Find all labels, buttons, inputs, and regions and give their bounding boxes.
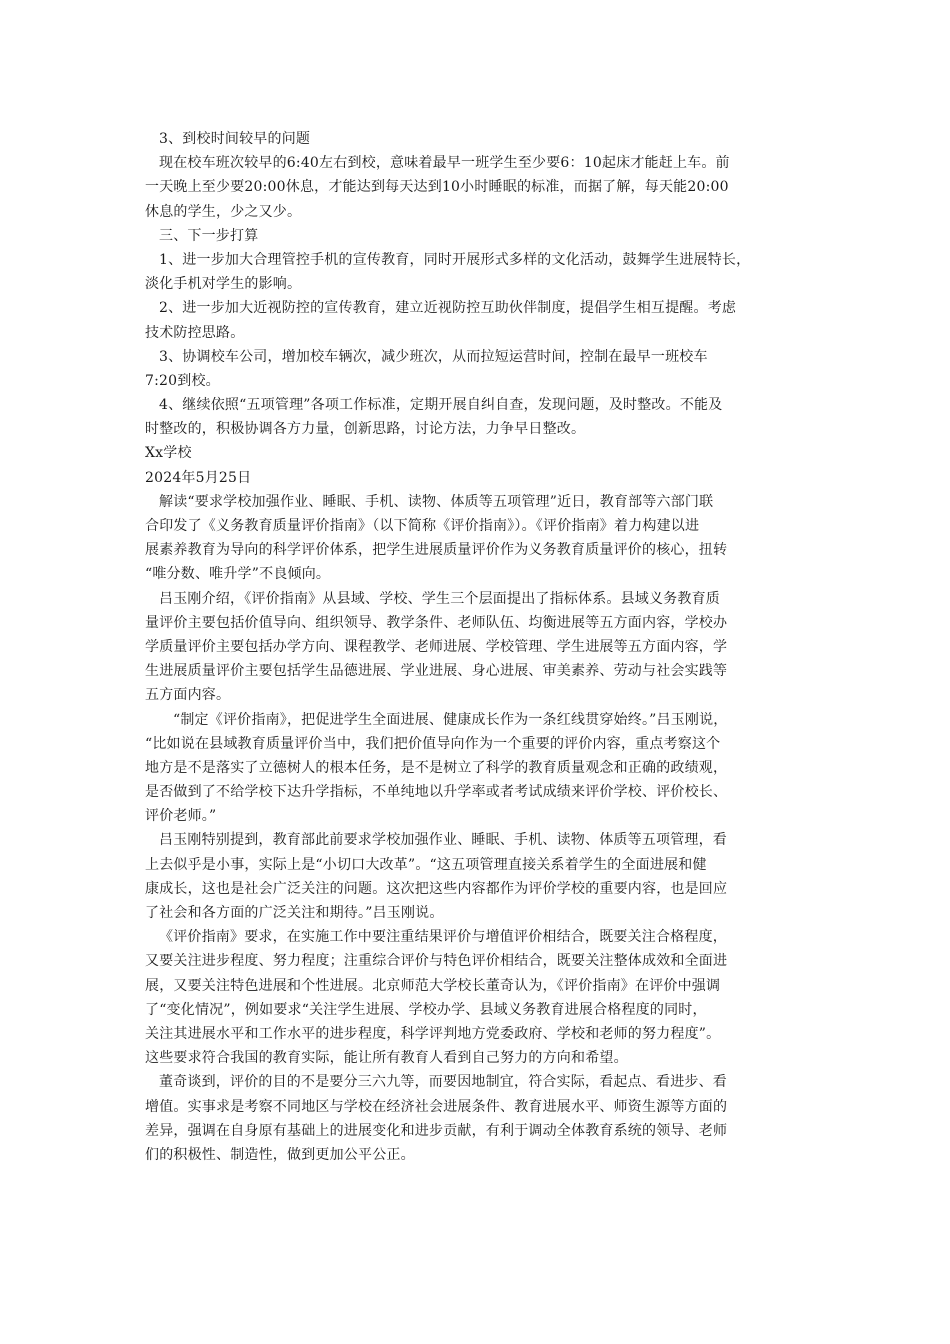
text-line: “比如说在县域教育质量评价当中，我们把价值导向作为一个重要的评价内容，重点考察这个	[145, 735, 721, 752]
text-line: 3、协调校车公司，增加校车辆次，减少班次，从而拉短运营时间，控制在最早一班校车	[159, 348, 708, 365]
paragraph	[145, 708, 823, 829]
text-line: 时整改的，积极协调各方力量，创新思路，讨论方法，力争早日整改。	[145, 421, 586, 438]
paragraph	[145, 466, 823, 490]
text-line: 地方是不是落实了立德树人的根本任务，是不是树立了科学的教育质量观念和正确的政绩观，	[145, 759, 728, 776]
text-line: 现在校车班次较早的6:40左右到校，意味着最早一班学生至少要6：10起床才能赶上车。前	[159, 155, 730, 172]
paragraph	[145, 296, 823, 344]
text-line: 吕玉刚介绍，《评价指南》从县域、学校、学生三个层面提出了指标体系。县域义务教育质	[159, 590, 720, 607]
paragraph	[145, 828, 823, 925]
paragraph	[145, 1070, 823, 1167]
text-line: 学质量评价主要包括办学方向、课程教学、老师进展、学校管理、学生进展等五方面内容，学	[145, 638, 728, 655]
paragraph	[145, 248, 823, 296]
paragraph	[145, 587, 823, 708]
paragraph	[145, 441, 823, 465]
paragraph	[145, 151, 823, 224]
text-line: 了“变化情况”，例如要求“关注学生进展、学校办学、县域义务教育进展合格程度的同时，	[145, 1001, 707, 1018]
text-line: 生进展质量评价主要包括学生品德进展、学业进展、身心进展、审美素养、劳动与社会实践等	[145, 663, 728, 680]
text-line: 五方面内容。	[145, 687, 231, 704]
text-line: 增值。实事求是考察不同地区与学校在经济社会进展条件、教育进展水平、师资生源等方面的	[145, 1098, 728, 1115]
text-line: 1、进一步加大合理管控手机的宣传教育，同时开展形式多样的文化活动，鼓舞学生进展特长，	[159, 251, 751, 268]
text-line: 差异，强调在自身原有基础上的进展变化和进步贡献，有利于调动全体教育系统的领导、老师	[145, 1122, 728, 1139]
text-line: 是否做到了不给学校下达升学指标，不单纯地以升学率或者考试成绩来评价学校、评价校长、	[145, 784, 728, 801]
paragraph	[145, 345, 823, 393]
text-line: Xx学校	[145, 445, 192, 462]
text-line: 们的积极性、制造性，做到更加公平公正。	[145, 1146, 415, 1163]
text-line: 4、继续依照“五项管理”各项工作标准，定期开展自纠自查，发现问题，及时整改。不能及	[159, 397, 723, 414]
text-line: 这些要求符合我国的教育实际，能让所有教育人看到自己努力的方向和希望。	[145, 1050, 628, 1067]
text-line: 三、下一步打算	[159, 227, 259, 244]
text-line: 2024年5月25日	[145, 469, 252, 486]
text-line: 《评价指南》要求，在实施工作中要注重结果评价与增值评价相结合，既要关注合格程度，	[159, 929, 727, 946]
text-line: 休息的学生，少之又少。	[145, 203, 302, 220]
text-line: 了社会和各方面的广泛关注和期待。”吕玉刚说。	[145, 905, 444, 921]
text-line: “制定《评价指南》，把促进学生全面进展、健康成长作为一条红线贯穿始终。”吕玉刚说，	[173, 711, 728, 728]
text-line: 解读“要求学校加强作业、睡眠、手机、读物、体质等五项管理”近日，教育部等六部门联	[159, 493, 714, 510]
text-line: 一天晚上至少要20:00休息，才能达到每天达到10小时睡眠的标准，而据了解，每天能20:00	[145, 179, 729, 196]
text-line: 上去似乎是小事，实际上是“小切口大改革”。“这五项管理直接关系着学生的全面进展和健	[145, 856, 707, 873]
text-line: 7:20到校。	[145, 372, 220, 389]
paragraph	[145, 224, 823, 248]
text-line: 淡化手机对学生的影响。	[145, 276, 302, 293]
text-line: 展，又要关注特色进展和个性进展。北京师范大学校长董奇认为，《评价指南》在评价中强调	[145, 977, 721, 994]
paragraph	[145, 925, 823, 1070]
text-line: “唯分数、唯升学”不良倾向。	[145, 566, 331, 583]
text-line: 3、到校时间较早的问题	[159, 131, 311, 147]
paragraph	[145, 490, 823, 587]
text-line: 技术防控思路。	[145, 324, 245, 341]
text-line: 合印发了《义务教育质量评价指南》（以下简称《评价指南》）。《评价指南》着力构建以进	[145, 518, 700, 534]
text-line: 关注其进展水平和工作水平的进步程度，科学评判地方党委政府、学校和老师的努力程度”。	[145, 1025, 721, 1042]
document-body	[145, 127, 823, 1167]
text-line: 量评价主要包括价值导向、组织领导、教学条件、老师队伍、均衡进展等五方面内容，学校办	[145, 614, 728, 631]
text-line: 评价老师。”	[145, 808, 217, 825]
text-line: 吕玉刚特别提到，教育部此前要求学校加强作业、睡眠、手机、读物、体质等五项管理，看	[159, 832, 727, 849]
text-line: 董奇谈到，评价的目的不是要分三六九等，而要因地制宜，符合实际，看起点、看进步、看	[159, 1074, 727, 1091]
text-line: 又要关注进步程度、努力程度；注重综合评价与特色评价相结合，既要关注整体成效和全面进	[145, 953, 728, 970]
text-line: 2、进一步加大近视防控的宣传教育，建立近视防控互助伙伴制度，提倡学生相互提醒。考虑	[159, 300, 737, 317]
text-line: 展素养教育为导向的科学评价体系，把学生进展质量评价作为义务教育质量评价的核心，扭转	[145, 542, 728, 559]
paragraph	[145, 393, 823, 441]
text-line: 康成长，这也是社会广泛关注的问题。这次把这些内容都作为评价学校的重要内容，也是回应	[145, 880, 728, 897]
paragraph	[145, 127, 823, 151]
